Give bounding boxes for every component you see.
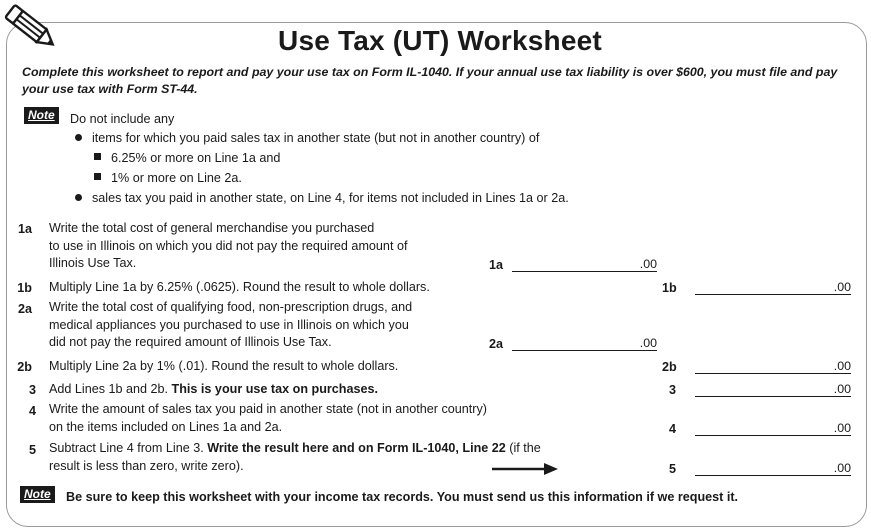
intro-text: Complete this worksheet to report and pay your use tax on Form IL-1040. If your annual use tax liability is over $600, you must file and pay your use tax with Form ST-44. xyxy=(22,65,838,96)
note-lead: Do not include any xyxy=(70,112,175,126)
line-number-1a: 1a xyxy=(17,222,32,236)
line-number-2a: 2a xyxy=(17,302,32,316)
line-number-4: 4 xyxy=(28,404,36,418)
square-bullet-icon xyxy=(94,153,101,160)
amount-field-2a[interactable]: .00 xyxy=(512,336,657,351)
field-label-3: 3 xyxy=(669,383,677,397)
bullet-icon xyxy=(75,134,82,141)
note-badge: Note xyxy=(24,107,59,124)
footer-note-badge: Note xyxy=(20,486,55,503)
right-arrow-icon xyxy=(492,462,558,476)
page-title: Use Tax (UT) Worksheet xyxy=(278,25,602,56)
amount-field-2b[interactable]: .00 xyxy=(695,359,851,374)
line-2b-description: Multiply Line 2a by 1% (.01). Round the result to whole dollars. xyxy=(49,359,399,373)
footer-note-text: Be sure to keep this worksheet with your income tax records. You must send us this information if we request it. xyxy=(66,490,739,504)
amount-field-3[interactable]: .00 xyxy=(695,382,851,397)
line-3-description: Add Lines 1b and 2b. This is your use tax on purchases. xyxy=(49,382,379,396)
field-label-4: 4 xyxy=(669,422,677,436)
line-1b-description: Multiply Line 1a by 6.25% (.0625). Round the result to whole dollars. xyxy=(49,280,430,294)
amount-field-4[interactable]: .00 xyxy=(695,421,851,436)
line-5-description: Subtract Line 4 from Line 3. Write the result here and on Form IL-1040, Line 22 (if the result is less than zero, write zero). xyxy=(49,441,541,473)
amount-field-1b[interactable]: .00 xyxy=(695,280,851,295)
amount-field-1a[interactable]: .00 xyxy=(512,257,657,272)
square-bullet-icon xyxy=(94,173,101,180)
line-number-5: 5 xyxy=(28,443,36,457)
amount-field-5[interactable]: .00 xyxy=(695,461,851,476)
bullet-icon xyxy=(75,194,82,201)
field-label-5: 5 xyxy=(669,462,677,476)
line-number-1b: 1b xyxy=(17,281,32,295)
line-4-description: Write the amount of sales tax you paid in another state (not in another country) on the items included on Lines 1a and 2a. xyxy=(49,402,487,434)
note-sub-2: 1% or more on Line 2a. xyxy=(111,171,242,185)
line-number-3: 3 xyxy=(28,383,36,397)
field-label-2a: 2a xyxy=(489,337,504,351)
line-1a-description: Write the total cost of general merchandise you purchased to use in Illinois on which you did not pay the required amount of Illinois Use Tax. xyxy=(49,221,408,270)
field-label-1b: 1b xyxy=(662,281,677,295)
line-number-2b: 2b xyxy=(17,360,32,374)
field-label-1a: 1a xyxy=(489,258,504,272)
field-label-2b: 2b xyxy=(662,360,677,374)
line-2a-description: Write the total cost of qualifying food, non-prescription drugs, and medical appliances you purchased to use in Illinois on which you did not pay the required amount of Illinois Use Tax. xyxy=(49,300,413,349)
note-bullet-1: items for which you paid sales tax in another state (but not in another country) of xyxy=(92,131,540,145)
note-bullet-2: sales tax you paid in another state, on Line 4, for items not included in Lines 1a or 2a. xyxy=(92,191,569,205)
note-sub-1: 6.25% or more on Line 1a and xyxy=(111,151,281,165)
